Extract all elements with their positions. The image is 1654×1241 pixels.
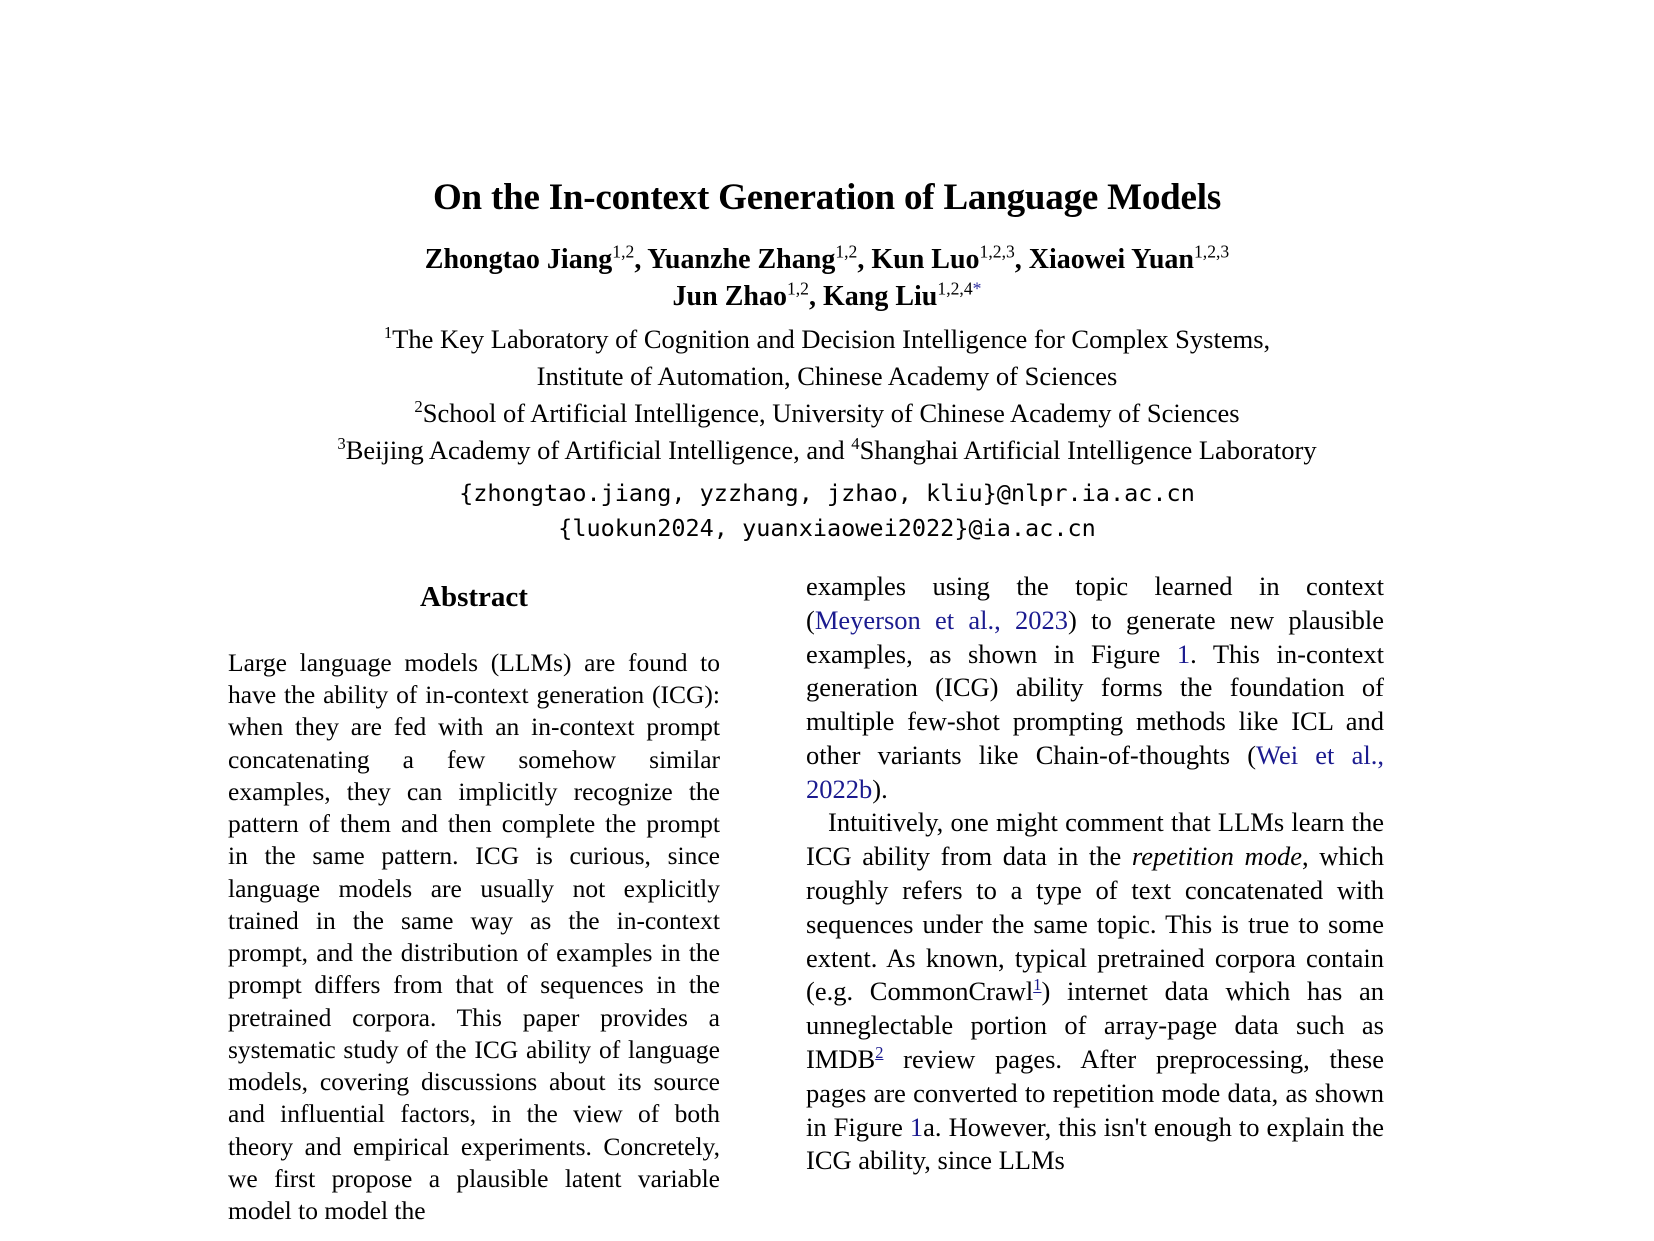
footnote-marker-2[interactable]: 2: [875, 1043, 884, 1063]
author-name: Zhongtao Jiang: [424, 243, 613, 275]
citation-link-wei[interactable]: Wei et al., 2022b: [806, 739, 1384, 804]
author-affil-marker: 1,2,3: [1193, 241, 1230, 262]
author-affil-marker: 1,2,3: [979, 241, 1015, 262]
intro-paragraph-2: [806, 806, 1384, 1178]
figure-reference-link[interactable]: 1: [909, 1111, 924, 1142]
affiliation-text: School of Artificial Intelligence, University of Chinese Academy of Sciences: [422, 398, 1240, 429]
email-line: {zhongtao.jiang, yzzhang, jzhao, kliu}@nlpr.ia.ac.cn: [459, 478, 1195, 507]
abstract-text: Large language models (LLMs) are found to have the ability of in-context generation (ICG): when they are fed with an in-context prompt concatenating a few somehow similar examples, they can implicitly recognize the pattern of them and then complete the prompt in the same pattern. ICG is curious, since language models are usually not explicitly trained in the same way as the in-context prompt, and the distribution of examples in the prompt differs from that of sequences in the pretrained corpora. This paper provides a systematic study of the ICG ability of language models, covering discussions about its source and influential factors, in the view of both theory and empirical experiments. Concretely, we first propose a plausible latent variable model to model the: [228, 647, 720, 1226]
affiliation-text: Institute of Automation, Chinese Academy of Sciences: [536, 361, 1118, 392]
author-affil-marker: 1,2: [786, 278, 809, 299]
affiliation-text: The Key Laboratory of Cognition and Decision Intelligence for Complex Systems,: [392, 324, 1271, 355]
affiliation-line: [0, 358, 1654, 395]
two-column-body: [0, 570, 1654, 1241]
corresponding-author-asterisk: *: [972, 278, 982, 299]
author-name: Xiaowei Yuan: [1028, 243, 1194, 275]
author-name: Yuanzhe Zhang: [647, 243, 836, 275]
paragraph-text: review pages. After preprocessing, these pages are converted to repetition mode data, as shown in Figure: [806, 1043, 1384, 1142]
affiliation-marker: 2: [414, 397, 423, 417]
paragraph-text: a. However, this isn't enough to explain the ICG ability, since LLMs: [806, 1111, 1384, 1176]
author-affil-marker: 1,2: [612, 241, 635, 262]
abstract-heading: Abstract: [420, 581, 528, 613]
affiliation-text: Beijing Academy of Artificial Intelligence, and: [345, 435, 852, 466]
author-list: [0, 241, 1654, 315]
intro-paragraph-1: [806, 570, 1384, 806]
paragraph-text: ) internet data which has an unneglectable portion of array-page data such as IMDB: [806, 976, 1384, 1074]
author-affil-marker: 1,2,4*: [937, 278, 982, 299]
emphasis-repetition-mode: repetition mode: [1131, 841, 1302, 872]
affiliation-marker: 4: [851, 434, 860, 454]
affiliation-list: [0, 321, 1654, 469]
paragraph-text: . This in-context generation (ICG) ability forms the foundation of multiple few-shot prompting methods like ICL and other variants like Chain-of-thoughts (: [806, 638, 1384, 770]
author-line-2: Jun Zhao$^{1,2}$, Kang Liu$^{1,2,4*}$: [672, 278, 982, 312]
paragraph-text: examples using the topic learned in context (: [806, 571, 1384, 635]
author-name: Kun Luo: [871, 243, 980, 275]
affiliation-text: Shanghai Artificial Intelligence Laboratory: [859, 435, 1317, 466]
figure-reference-link[interactable]: 1: [1176, 638, 1191, 669]
author-line-1: Zhongtao Jiang$^{1,2}$, Yuanzhe Zhang$^{1,2}$, Kun Luo$^{1,2,3}$, Xiaowei Yuan$^{1,2,3}$: [424, 241, 1230, 275]
email-block: [0, 476, 1654, 547]
affiliation-line: [0, 432, 1654, 469]
left-column: [228, 570, 720, 1241]
citation-link-meyerson[interactable]: Meyerson et al., 2023: [814, 604, 1069, 635]
affiliation-marker: 3: [337, 434, 346, 454]
page-title: On the In-context Generation of Language Models: [432, 177, 1222, 218]
paragraph-text: , which roughly refers to a type of text concatenated with sequences under the same topic. This is true to some extent. As known, typical pretrained corpora contain (e.g. CommonCrawl: [806, 841, 1384, 1007]
author-name: Jun Zhao: [672, 280, 787, 312]
paragraph-text: Intuitively, one might comment that LLMs learn the ICG ability from data in the: [806, 807, 1384, 872]
title-block: [0, 0, 1654, 547]
author-affil-marker: 1,2: [835, 241, 858, 262]
right-column: [806, 570, 1384, 1241]
affiliation-line: [0, 321, 1654, 358]
footnote-marker-1[interactable]: 1: [1033, 975, 1042, 995]
email-line: {luokun2024, yuanxiaowei2022}@ia.ac.cn: [558, 514, 1096, 543]
paragraph-text: ) to generate new plausible examples, as shown in Figure: [806, 604, 1384, 669]
affiliation-marker: 1: [383, 323, 393, 343]
author-name: Kang Liu: [822, 280, 938, 312]
affiliation-line: [0, 395, 1654, 432]
paragraph-text: ).: [872, 773, 888, 804]
